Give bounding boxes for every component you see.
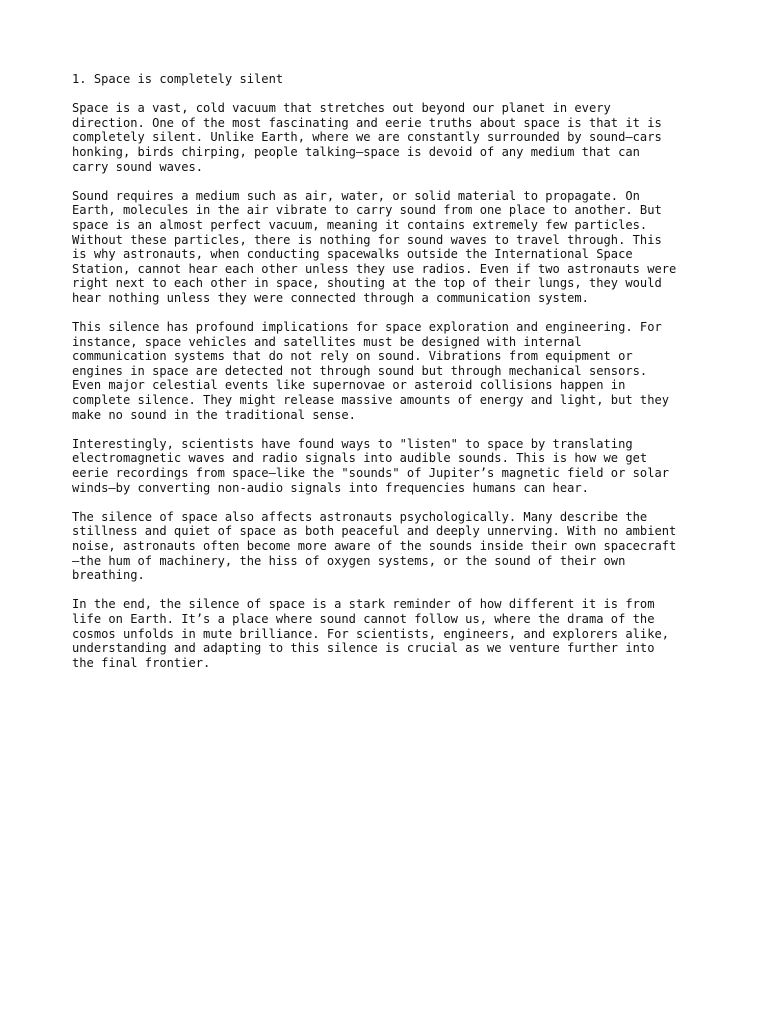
text-line: understanding and adapting to this silence is crucial as we venture further into xyxy=(72,641,655,656)
paragraph-5 xyxy=(72,510,702,583)
text-line: carry sound waves. xyxy=(72,159,204,174)
text-line: engines in space are detected not through sound but through mechanical sensors. xyxy=(72,363,648,378)
paragraph-3 xyxy=(72,320,702,422)
text-line: Earth, molecules in the air vibrate to carry sound from one place to another. But xyxy=(72,203,662,218)
text-line: cosmos unfolds in mute brilliance. For scientists, engineers, and explorers alike, xyxy=(72,626,670,641)
text-line: breathing. xyxy=(72,568,145,583)
text-line: complete silence. They might release massive amounts of energy and light, but they xyxy=(72,393,670,408)
text-line: stillness and quiet of space as both peaceful and deeply unnerving. With no ambient xyxy=(72,524,677,539)
text-line: In the end, the silence of space is a stark reminder of how different it is from xyxy=(72,597,655,612)
paragraph-6 xyxy=(72,597,702,670)
text-line: The silence of space also affects astronauts psychologically. Many describe the xyxy=(72,509,648,524)
text-line: noise, astronauts often become more aware of the sounds inside their own spacecraft xyxy=(72,539,677,553)
text-line: winds—by converting non-audio signals into frequencies humans can hear. xyxy=(72,480,589,495)
paragraph-2 xyxy=(72,189,702,306)
document-heading xyxy=(72,72,702,87)
text-line: completely silent. Unlike Earth, where we are constantly surrounded by sound—cars xyxy=(72,130,662,145)
text-line: Interestingly, scientists have found ways to "listen" to space by translating xyxy=(72,436,633,451)
text-line: This silence has profound implications for space exploration and engineering. For xyxy=(72,320,662,335)
heading-text: 1. Space is completely silent xyxy=(72,72,284,86)
document-page xyxy=(72,72,702,685)
text-line: make no sound in the traditional sense. xyxy=(72,407,356,422)
text-line: honking, birds chirping, people talking—space is devoid of any medium that can xyxy=(72,144,640,159)
text-line: Even major celestial events like supernovae or asteroid collisions happen in xyxy=(72,378,626,393)
text-line: direction. One of the most fascinating and eerie truths about space is that it is xyxy=(72,115,662,130)
paragraph-1 xyxy=(72,101,702,174)
text-line: right next to each other in space, shouting at the top of their lungs, they would xyxy=(72,276,662,291)
text-line: space is an almost perfect vacuum, meaning it contains extremely few particles. xyxy=(72,217,648,232)
text-line: Space is a vast, cold vacuum that stretches out beyond our planet in every xyxy=(72,101,611,116)
text-line: instance, space vehicles and satellites must be designed with internal xyxy=(72,334,582,349)
text-line: the final frontier. xyxy=(72,655,211,670)
text-line: Sound requires a medium such as air, water, or solid material to propagate. On xyxy=(72,188,640,203)
text-line: electromagnetic waves and radio signals into audible sounds. This is how we get xyxy=(72,451,648,466)
text-line: Station, cannot hear each other unless they use radios. Even if two astronauts were xyxy=(72,261,677,276)
paragraph-4 xyxy=(72,437,702,495)
text-line: —the hum of machinery, the hiss of oxygen systems, or the sound of their own xyxy=(72,553,626,568)
text-line: is why astronauts, when conducting spacewalks outside the International Space xyxy=(72,247,633,262)
text-line: communication systems that do not rely on sound. Vibrations from equipment or xyxy=(72,349,633,364)
text-line: Without these particles, there is nothing for sound waves to travel through. This xyxy=(72,232,662,247)
text-line: hear nothing unless they were connected through a communication system. xyxy=(72,290,589,305)
text-line: eerie recordings from space—like the "sounds" of Jupiter’s magnetic field or solar xyxy=(72,466,670,481)
text-line: life on Earth. It’s a place where sound cannot follow us, where the drama of the xyxy=(72,611,655,626)
